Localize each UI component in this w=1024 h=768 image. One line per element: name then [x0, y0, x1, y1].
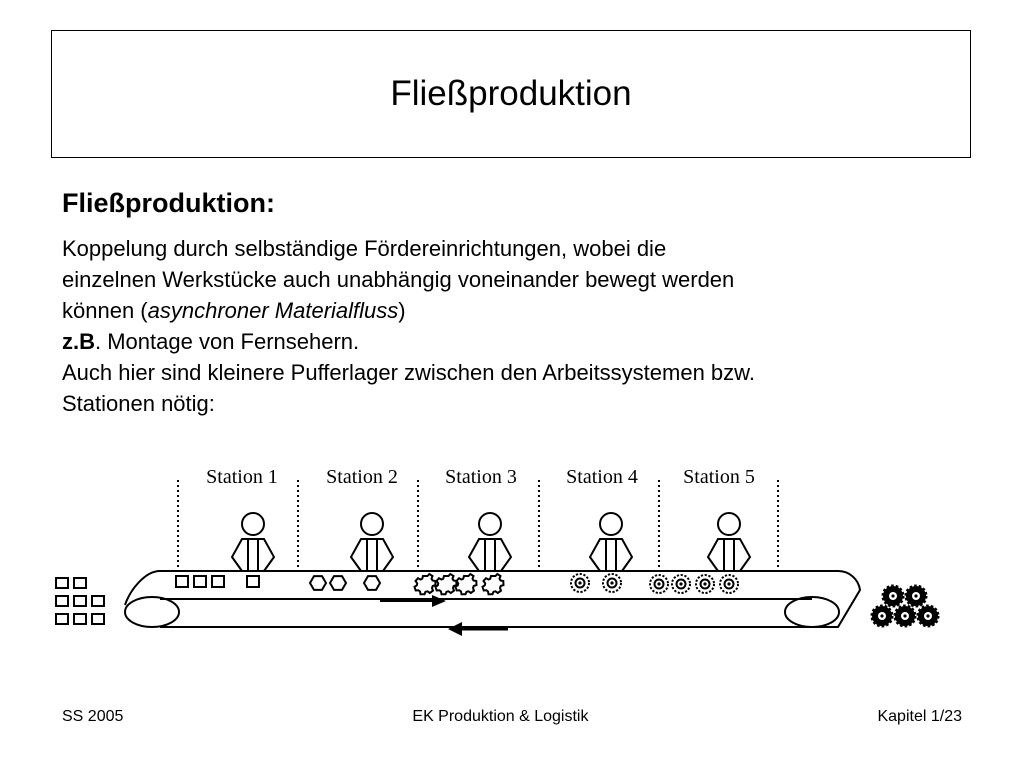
section-heading: Fließproduktion: — [62, 188, 275, 218]
line-2: einzelnen Werkstücke auch unabhängig voneinander bewegt werden — [62, 267, 735, 292]
station-separators — [178, 480, 778, 572]
footer-left: SS 2005 — [62, 708, 124, 725]
station-label-5: Station 5 — [683, 466, 755, 488]
station-label-3: Station 3 — [445, 466, 517, 488]
line-4-rest: . Montage von Fernsehern. — [95, 329, 360, 354]
line-3-pre: können ( — [62, 298, 148, 323]
station-label-4: Station 4 — [566, 466, 638, 488]
line-3-italic: asynchroner Materialfluss — [147, 298, 399, 323]
worker-icon — [469, 513, 511, 571]
line-6: Stationen nötig: — [62, 391, 215, 416]
title-box — [51, 30, 971, 158]
line-3-post: ) — [398, 298, 406, 323]
station-label-1: Station 1 — [206, 466, 278, 488]
workpiece-gears-finished — [650, 575, 738, 593]
worker-icon — [590, 513, 632, 571]
arrow-left-icon — [448, 622, 508, 636]
body-text — [62, 233, 982, 419]
footer — [62, 708, 962, 726]
content — [62, 188, 982, 419]
footer-right: Kapitel 1/23 — [877, 708, 962, 725]
assembly-line-diagram — [50, 455, 950, 640]
worker-icon — [708, 513, 750, 571]
workpiece-gears — [571, 574, 621, 592]
arrow-right-icon — [380, 595, 446, 607]
workpiece-hexagons — [310, 576, 380, 590]
worker-icon — [351, 513, 393, 571]
finished-products-stack — [872, 586, 938, 626]
raw-material-stack — [56, 578, 104, 624]
line-4-bold: z.B — [62, 329, 95, 354]
workpiece-cogs — [415, 574, 504, 594]
footer-center: EK Produktion & Logistik — [412, 708, 589, 725]
line-1: Koppelung durch selbständige Fördereinrichtungen, wobei die — [62, 236, 667, 261]
line-5: Auch hier sind kleinere Pufferlager zwischen den Arbeitssystemen bzw. — [62, 360, 755, 385]
slide-title: Fließproduktion — [390, 74, 632, 113]
station-label-2: Station 2 — [326, 466, 398, 488]
worker-icon — [232, 513, 274, 571]
workpiece-squares — [176, 576, 259, 587]
